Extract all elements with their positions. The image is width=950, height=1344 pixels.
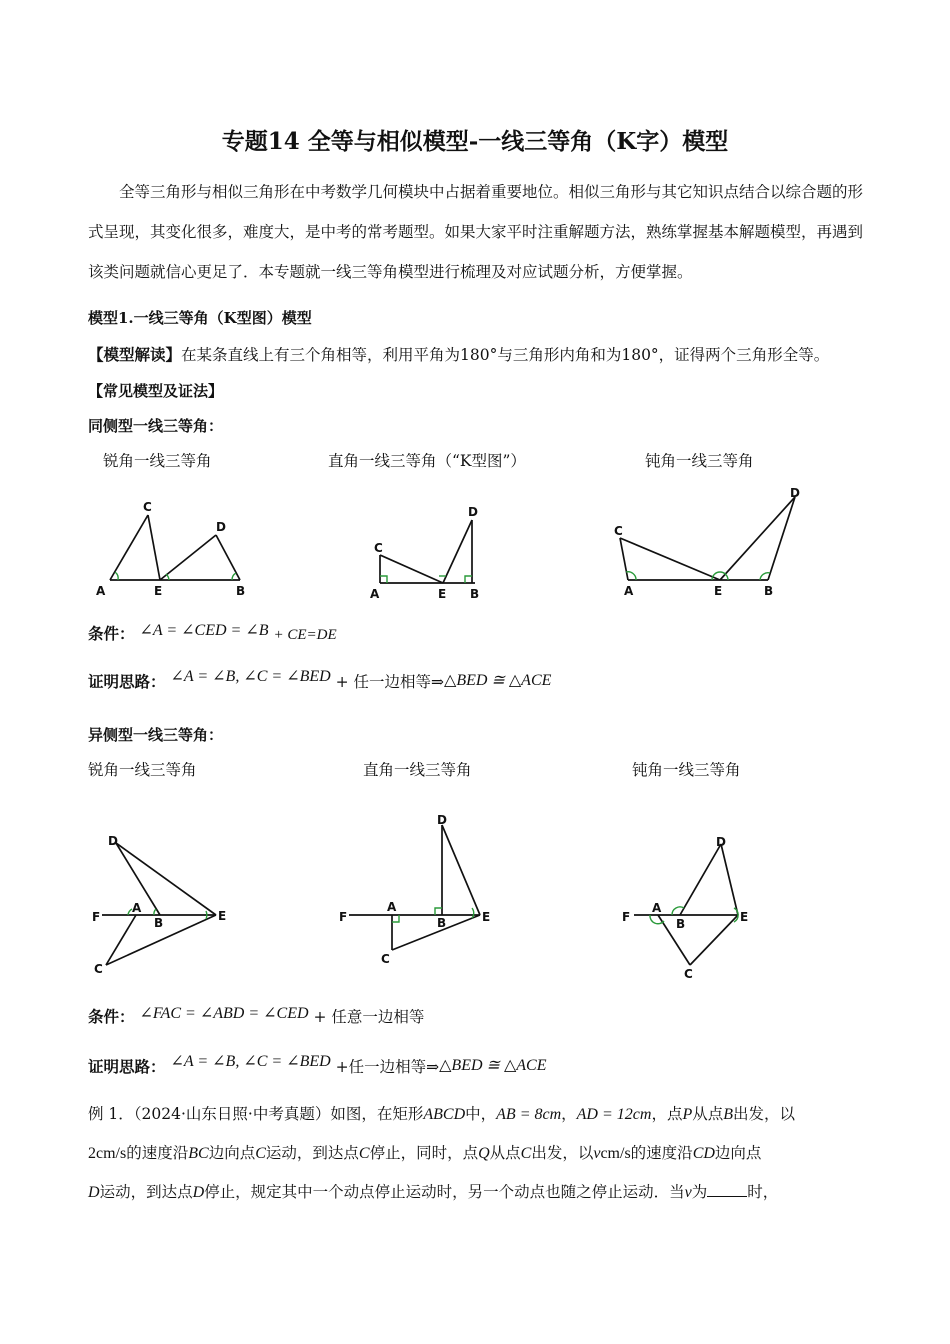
example-math: C [255, 1145, 266, 1162]
condition-math: ∠FAC = ∠ABD = ∠CED [139, 1005, 309, 1022]
label-c: C [94, 962, 103, 975]
example-math: v [593, 1145, 601, 1162]
segment-ce [148, 515, 160, 580]
segment-ce [380, 555, 443, 583]
example-text: 停止，规定其中一个动点停止运动时，另一个动点也随之停止运动．当 [204, 1183, 685, 1201]
example-math: B [723, 1106, 734, 1123]
figure-right-opposite-side [335, 810, 510, 970]
example-line-2 [88, 1141, 878, 1163]
label-e: E [218, 909, 227, 923]
example-math: cm/s [600, 1145, 631, 1162]
label-c: C [381, 952, 390, 966]
figure-obtuse-same-side [608, 485, 818, 600]
same-side-condition [88, 622, 337, 644]
segment-de [721, 844, 738, 915]
example-math: 2cm/s [88, 1145, 127, 1162]
example-text: 出发，以 [733, 1105, 796, 1123]
label-c: C [374, 541, 383, 555]
example-math: BC [188, 1145, 209, 1162]
label-c: C [684, 967, 693, 980]
label-c: C [143, 500, 152, 514]
segment-ac [110, 515, 148, 580]
label-e: E [438, 587, 447, 601]
example-text: 运动，到达点 [99, 1183, 193, 1201]
segment-de [442, 825, 480, 915]
condition-label: 条件： [88, 624, 135, 643]
proof-extra: +任一边相等⇒ [335, 1058, 440, 1076]
proof-result: △BED ≅ △ACE [444, 672, 552, 689]
example-text: 为 [691, 1183, 708, 1201]
example-text: 边向点 [208, 1144, 256, 1162]
proof-math: ∠A = ∠B, ∠C = ∠BED [170, 1053, 331, 1070]
example-math: C [520, 1145, 532, 1162]
right-mark-b [435, 908, 442, 915]
reading-text: 在某条直线上有三个角相等，利用平角为180°与三角形内角和为180°，证得两个三角形全等。 [181, 346, 830, 364]
label-e: E [740, 910, 749, 924]
proof-label: 证明思路： [88, 1057, 166, 1076]
example-text: 出发，以 [531, 1144, 594, 1162]
segment-ed [443, 520, 472, 583]
label-b: B [764, 584, 774, 598]
segment-ce [620, 538, 720, 580]
model-reading [88, 343, 829, 365]
proof-extra: + 任一边相等⇒ [335, 673, 445, 691]
example-text: 停止，同时，点 [369, 1144, 479, 1162]
angle-mark-a [115, 572, 118, 580]
example-math: D [192, 1184, 205, 1201]
label-a: A [652, 901, 662, 915]
page-title: 专题14 全等与相似模型-一线三等角（K字）模型 [221, 128, 729, 155]
angle-mark-e [472, 908, 474, 918]
caption-right-same: 直角一线三等角（“K型图”） [328, 452, 526, 470]
example-math: CD [692, 1145, 715, 1162]
caption-acute-same: 锐角一线三等角 [103, 452, 212, 470]
opposite-side-condition [88, 1005, 424, 1027]
label-b: B [154, 916, 164, 930]
condition-extra: + 任意一边相等 [313, 1008, 425, 1026]
figure-obtuse-opposite-side [618, 830, 768, 980]
caption-acute-opposite: 锐角一线三等角 [88, 761, 197, 779]
model1-heading: 模型1.一线三等角（K型图）模型 [88, 309, 312, 327]
example-text: ，点 [651, 1105, 683, 1123]
example-text: 中， [465, 1105, 497, 1123]
label-d: D [790, 486, 800, 500]
proof-result: △BED ≅ △ACE [439, 1057, 547, 1074]
example-math: ABCD [423, 1106, 466, 1123]
reading-label: 【模型解读】 [88, 345, 182, 364]
label-a: A [96, 584, 106, 598]
caption-right-opposite: 直角一线三等角 [363, 761, 472, 779]
figure-acute-same-side [88, 495, 268, 600]
angle-mark-b [232, 573, 236, 580]
common-models-heading: 【常见模型及证法】 [88, 382, 224, 400]
label-a: A [370, 587, 380, 601]
angle-mark-a [650, 915, 664, 924]
angle-mark-e [166, 574, 169, 580]
figure-right-same-side [360, 500, 500, 605]
example-text: ， [561, 1105, 577, 1123]
label-d: D [437, 813, 447, 827]
label-e: E [482, 910, 491, 924]
label-b: B [470, 587, 480, 601]
example-math: AB = 8cm [496, 1106, 562, 1123]
example-math: AD = 12cm [576, 1106, 652, 1123]
label-f: F [92, 910, 101, 924]
label-d: D [216, 520, 226, 534]
intro-paragraph: 全等三角形与相似三角形在中考数学几何模块中占据着重要地位。相似三角形与其它知识点结合以综合题的形式呈现，其变化很多，难度大，是中考的常考题型。如果大家平时注重解题方法，熟练掌握基本解题模型，再遇到该类问题就信心更足了．本专题就一线三等角模型进行梳理及对应试题分析，方便掌握。 [88, 183, 864, 281]
example-line-3 [88, 1180, 878, 1202]
label-e: E [154, 584, 163, 598]
proof-label: 证明思路： [88, 672, 166, 691]
label-f: F [622, 910, 631, 924]
example-text: 从点 [692, 1105, 724, 1123]
segment-de [116, 843, 216, 915]
label-a: A [624, 584, 634, 598]
example-math: C [358, 1145, 370, 1162]
label-a: A [387, 900, 397, 914]
segment-db [768, 497, 795, 580]
example-line-1 [88, 1102, 878, 1124]
segment-bd [680, 844, 721, 915]
example-math: Q [478, 1145, 490, 1162]
example-text: 的速度沿 [630, 1144, 693, 1162]
label-d: D [468, 505, 478, 519]
right-mark-b [465, 576, 472, 583]
example-text: 运动，到达点 [265, 1144, 359, 1162]
condition-math: ∠A = ∠CED = ∠B [139, 622, 269, 639]
condition-label: 条件： [88, 1007, 135, 1026]
label-f: F [339, 910, 348, 924]
label-a: A [132, 901, 142, 915]
example-math: v [684, 1184, 692, 1201]
label-b: B [676, 917, 686, 931]
segment-ac [620, 538, 628, 580]
same-side-heading: 同侧型一线三等角： [88, 417, 224, 435]
label-b: B [236, 584, 246, 598]
example-math: D [88, 1184, 100, 1201]
segment-ed [720, 497, 795, 580]
example-text: 边向点 [714, 1144, 762, 1162]
same-side-proof [88, 670, 551, 692]
example-math: P [682, 1106, 693, 1123]
caption-obtuse-opposite: 钝角一线三等角 [632, 761, 741, 779]
opposite-side-proof [88, 1055, 546, 1077]
example-text: 例 1．（2024·山东日照·中考真题）如图，在矩形 [88, 1105, 424, 1123]
segment-ed [160, 535, 216, 580]
segment-db [216, 535, 240, 580]
caption-obtuse-same: 钝角一线三等角 [645, 452, 754, 470]
label-b: B [437, 916, 447, 930]
label-d: D [716, 835, 726, 849]
proof-math: ∠A = ∠B, ∠C = ∠BED [170, 668, 331, 685]
right-mark-a [380, 576, 387, 583]
opposite-side-heading: 异侧型一线三等角： [88, 726, 224, 744]
right-mark-a [392, 915, 399, 922]
label-c: C [614, 524, 623, 538]
angle-mark-b [154, 909, 156, 915]
label-d: D [108, 834, 118, 848]
example-text: 时， [747, 1183, 779, 1201]
segment-ce [690, 915, 738, 965]
example-text: 从点 [489, 1144, 521, 1162]
segment-ce [392, 915, 480, 950]
answer-blank[interactable] [707, 1182, 747, 1197]
figure-acute-opposite-side [88, 825, 243, 975]
example-text: 的速度沿 [126, 1144, 189, 1162]
label-e: E [714, 584, 723, 598]
condition-extra: + CE=DE [273, 627, 337, 643]
